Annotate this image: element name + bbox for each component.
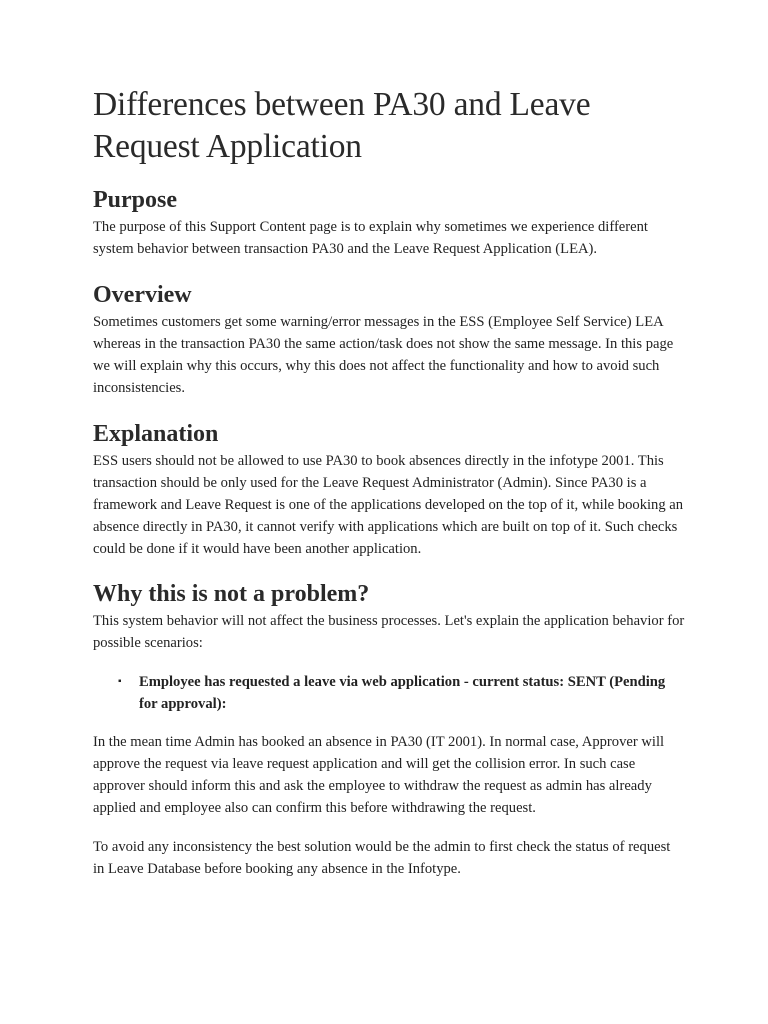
- scenario-text: Employee has requested a leave via web application - current status: SENT (Pending for approval):: [139, 674, 666, 712]
- square-bullet-icon: ▪: [118, 676, 122, 687]
- section-heading-explanation: Explanation: [93, 421, 219, 447]
- section-paragraph-explanation: ESS users should not be allowed to use PA30 to book absences directly in the infotype 2001. This transaction should be only used for the Leave Request Administrator (Admin). Since PA30 is a framework and Leave Request is one of the applications developed on the top of it, while booking an absence directly in PA30, it cannot verify with applications which are built on top of it. Such checks could be done if it would have been another application.: [93, 453, 684, 557]
- solution-paragraph: To avoid any inconsistency the best solution would be the admin to first check the status of request in Leave Database before booking any absence in the Infotype.: [93, 839, 671, 877]
- scenario-paragraph: In the mean time Admin has booked an absence in PA30 (IT 2001). In normal case, Approver will approve the request via leave request application and will get the collision error. In such case approver should inform this and ask the employee to withdraw the request as admin has already applied and employee also can confirm this before withdrawing the request.: [93, 734, 665, 816]
- section-explanation: [93, 419, 685, 560]
- document-title: Differences between PA30 and Leave Request Application: [93, 86, 591, 165]
- section-why-not-problem: [93, 579, 685, 880]
- section-intro-why-not-problem: This system behavior will not affect the business processes. Let's explain the application behavior for possible scenarios:: [93, 613, 685, 651]
- section-heading-purpose: Purpose: [93, 187, 177, 213]
- scenario-list: [93, 671, 685, 715]
- section-heading-overview: Overview: [93, 282, 192, 308]
- section-paragraph-overview: Sometimes customers get some warning/error messages in the ESS (Employee Self Service) LEA whereas in the transaction PA30 the same action/task does not show the same message. In this page we will explain why this occurs, why this does not affect the functionality and how to avoid such inconsistencies.: [93, 314, 674, 396]
- document-content: [93, 84, 685, 900]
- section-purpose: [93, 185, 685, 260]
- section-overview: [93, 280, 685, 399]
- section-paragraph-purpose: The purpose of this Support Content page is to explain why sometimes we experience different system behavior between transaction PA30 and the Leave Request Application (LEA).: [93, 219, 648, 257]
- section-heading-why-not-problem: Why this is not a problem?: [93, 581, 370, 607]
- scenario-list-item: [118, 671, 685, 715]
